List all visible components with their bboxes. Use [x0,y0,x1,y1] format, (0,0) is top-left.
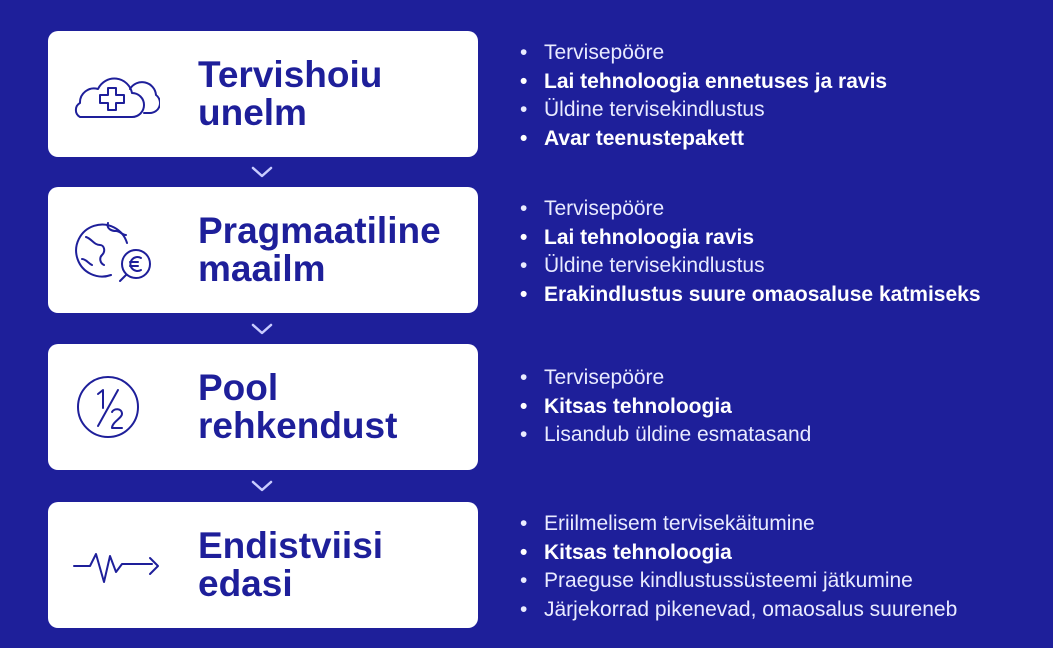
list-item: • Kitsas tehnoloogia [518,539,957,568]
scenario-title-line2: maailm [198,248,326,289]
list-item: • Lisandub üldine esmatasand [518,421,811,450]
scenario-title-line1: Pool [198,367,279,408]
heartbeat-arrow-icon [72,530,160,600]
scenario-title-line1: Tervishoiu [198,54,383,95]
scenario-title-line1: Pragmaatiline [198,210,441,251]
list-item: • Üldine tervisekindlustus [518,252,981,281]
bullet-list-3 [518,364,811,450]
scenario-title [198,369,468,445]
scenario-card-pool-rehkendust [48,344,478,470]
list-item: • Üldine tervisekindlustus [518,96,887,125]
scenario-card-endistviisi-edasi [48,502,478,628]
list-item: • Järjekorrad pikenevad, omaosalus suureneb [518,596,957,625]
list-item: • Eriilmelisem tervisekäitumine [518,510,957,539]
scenario-title-line2: rehkendust [198,405,398,446]
scenario-title-line2: unelm [198,92,307,133]
list-item: • Kitsas tehnoloogia [518,393,811,422]
list-item: • Tervisepööre [518,39,887,68]
list-item: • Lai tehnoloogia ennetuses ja ravis [518,68,887,97]
chevron-down-icon [250,322,274,336]
list-item: • Lai tehnoloogia ravis [518,224,981,253]
scenario-title [198,527,468,603]
chevron-down-icon [250,479,274,493]
chevron-down-icon [250,165,274,179]
scenario-card-pragmaatiline-maailm [48,187,478,313]
scenario-title [198,212,468,288]
scenario-card-tervishoiu-unelm [48,31,478,157]
scenario-title-line2: edasi [198,563,293,604]
list-item: • Avar teenustepakett [518,125,887,154]
one-half-fraction-icon [72,372,160,442]
cloud-medical-cross-icon [72,59,160,129]
bullet-list-4 [518,510,957,624]
list-item: • Tervisepööre [518,195,981,224]
list-item: • Tervisepööre [518,364,811,393]
scenario-title-line1: Endistviisi [198,525,384,566]
list-item: • Praeguse kindlustussüsteemi jätkumine [518,567,957,596]
list-item: • Erakindlustus suure omaosaluse katmiseks [518,281,981,310]
scenario-title [198,56,468,132]
bullet-list-1 [518,39,887,153]
bullet-list-2 [518,195,981,309]
globe-euro-icon [72,215,160,285]
